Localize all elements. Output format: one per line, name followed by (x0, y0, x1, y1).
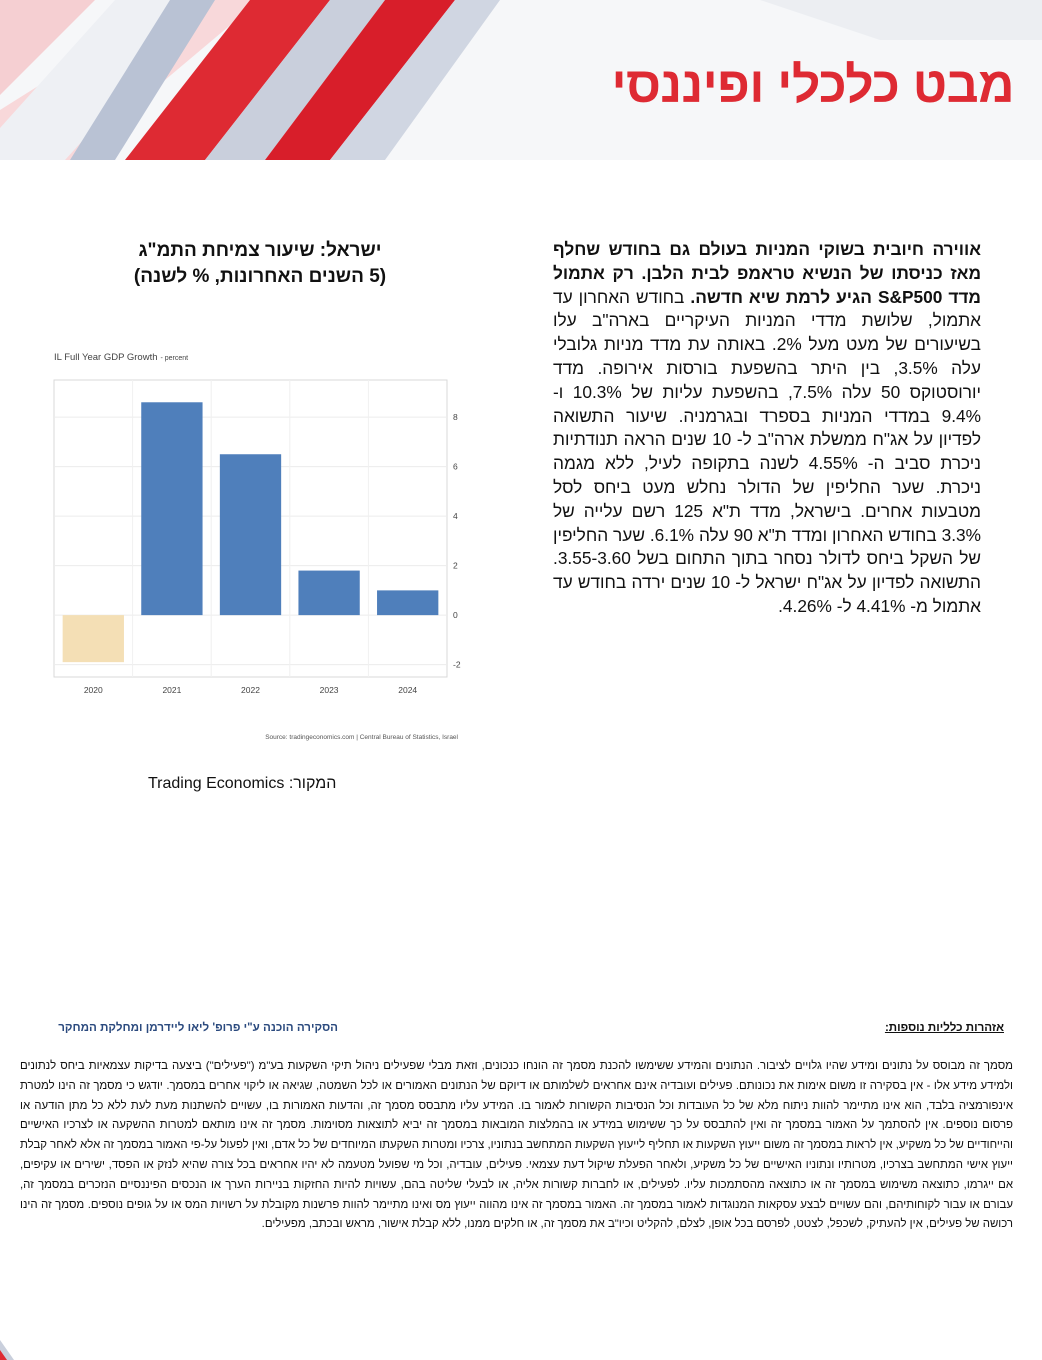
x-tick-label: 2024 (398, 685, 418, 695)
y-tick-label: 0 (453, 610, 458, 621)
corner-accent-graphic (0, 1334, 30, 1360)
x-tick-label: 2023 (319, 685, 339, 695)
page-header (0, 0, 1042, 160)
y-tick-label: 8 (453, 412, 458, 423)
y-axis-ticks (453, 412, 461, 670)
chart-heading (70, 238, 450, 290)
warnings-heading: אזהרות כלליות נוספות: (884, 1021, 1004, 1034)
market-summary-paragraph (553, 238, 981, 619)
bar-2020 (63, 615, 124, 662)
bar-2023 (298, 571, 359, 616)
bar-2024 (377, 590, 438, 615)
article-lead: אווירה חיובית בשוקי המניות בעולם גם בחודש שחלף מאז כניסתו של הנשיא טראמפ לבית הלבן. רק אתמול מדד S&P500 הגיע לרמת שיא חדשה. (553, 239, 981, 307)
legal-disclaimer: מסמך זה מבוסס על נתונים ומידע שהיו גלויים לציבור. הנתונים והמידע ששימשו להכנת מסמך זה הונחו כנכונים, וזאת מבלי שפעילים ניהול תיקי השקעות בע"מ ("פעילים") ביצעה בדיקות עצמאיות ביחס לנתונים ולמידע מידע אלו - אין בסקירה זו משום אימות את נכונותם. פעילים ועובדיה אינם אחראים לשלמותם או דיוקם של הנתונים האמורים או לכל השמטה, שגיאה או ליקוי אחרים במסמך. יודגש כי מסמך זה הינו למטרת אינפורמציה בלבד, הוא אינו מתיימר להוות ניתוח מלא של כל העובדות וכל הנסיבות הקשורות לאמור בו. המידע עליו מתבסס מסמך זה, והדעות האמורות בו, עשויים להשתנות מעת לעת ללא כל מתן הודעה או פרסום נוספים. אין להסתמך על האמור במסמך זה ואין להתבסס על כך ששימוש במידע או בהמלצות המובאות במסמך זה יביא לתוצאות מסוימות. מסמך זה אינו מותאם למטרות ההשקעה או לצרכיו האישיים והייחודיים של כל משקיע, אין לראות במסמך זה משום ייעוץ השקעות או תחליף לייעוץ השקעות המתחשב בנתוניו, צרכיו ומטרות השקעתו המיוחדים של כל אדם, ואין לפעול על-פי האמור במסמך זה אלא לאחר קבלת ייעוץ אישי המתחשב בצרכיו, מטרותיו ונתוניו האישיים של כל משקיע, ולאחר הפעלת שיקול דעת עצמאי. פעילים, עובדיה, וכל מי שפועל מטעמה לא יהיו אחראים בכל צורה שהיא לנזק או הפסד, ישירים או עקיפים, אם ייגרמו, כתוצאה משימוש במסמך זה או כתוצאה מהסתמכות עליו. לפעילים, או לחברות קשורות אליה, או לבעלי שליטה בהם, עשויות להיות החזקות בניירות הערך או הנכסים הפיננסיים הנזכרים במסמך זה, עבורם או עבור לקוחותיהם, והם עשויים לבצע עסקאות המנוגדות לאמור במסמך זה. האמור במסמך זה אינו מהווה ייעוץ מס ואינו מתיימר להוות פרשנות מקובלת על רשויות המס או על גופים נוספים. מסמך זה הינו רכושה של פעילים, אין להעתיק, לשכפל, לצטט, לפרסם בכל אופן, לצלם, להקליט וכיו"ב את מסמך זה, או חלקים ממנו, ללא קבלת אישור, מראש ובכתב, מפעילים. (20, 1060, 1013, 1231)
y-tick-label: -2 (453, 659, 461, 670)
chart-title-main: IL Full Year GDP Growth (54, 352, 158, 363)
x-tick-label: 2022 (241, 685, 260, 695)
source-line (148, 775, 336, 793)
x-axis-ticks (84, 685, 418, 695)
prepared-by-credit: הסקירה הוכנה ע"י פרופ' ליאו ליידרמן ומחלקת המחקר (58, 1021, 338, 1034)
chart-heading-line1: ישראל: שיעור צמיחת התמ"ג (138, 240, 382, 261)
bar-2021 (141, 402, 202, 615)
publication-title: מבט כלכלי ופיננסי (611, 57, 1014, 113)
chart-title (54, 352, 188, 363)
chart-heading-line2: (5 השנים האחרונות, % לשנה) (133, 266, 387, 287)
x-tick-label: 2020 (83, 685, 103, 695)
gdp-growth-chart (40, 342, 480, 752)
y-tick-label: 6 (453, 461, 458, 472)
source-name: Trading Economics (148, 775, 285, 792)
bar-2022 (220, 454, 281, 615)
chart-title-suffix: - percent (160, 355, 189, 362)
y-tick-label: 2 (453, 560, 458, 571)
article-body: בחודש האחרון עד אתמול, שלושת מדדי המניות העיקריים בארה"ב עלו בשיעורים של מעט מעל 2%. באותה עת מדד מניות גלובלי עלה 3.5%, בין היתר בהשפעת בורסות אירופה. מדד יורוסטוקס 50 עלה 7.5%, בהשפעת עליות של 10.3% ו- 9.4% במדדי המניות בספרד ובגרמניה. שיעור התשואה לפדיון על אג"ח ממשלת ארה"ב ל- 10 שנים הראה תנודתיות ניכרת סביב ה- 4.55% לשנה בתקופה לעיל, ללא מגמה ניכרת. שער החליפין של הדולר נחלש מעט ביחס לסל מטבעות אחרים. בישראל, מדד ת"א 125 רשם עלייה של 3.3% בחודש האחרון ומדד ת"א 90 עלה 6.1%. שער החליפין של השקל ביחס לדולר נסחר בתוך התחום בשל 3.55-3.60. התשואה לפדיון על אג"ח ישראל ל- 10 שנים ירדה בחודש עד אתמול מ- 4.41% ל- 4.26%. (553, 286, 982, 616)
x-tick-label: 2021 (162, 685, 182, 695)
gdp-growth-chart-figure (40, 342, 480, 752)
y-tick-label: 4 (453, 511, 458, 522)
source-label: המקור: (288, 775, 337, 792)
chart-source-note: Source: tradingeconomics.com | Central Bureau of Statistics, Israel (265, 734, 458, 741)
